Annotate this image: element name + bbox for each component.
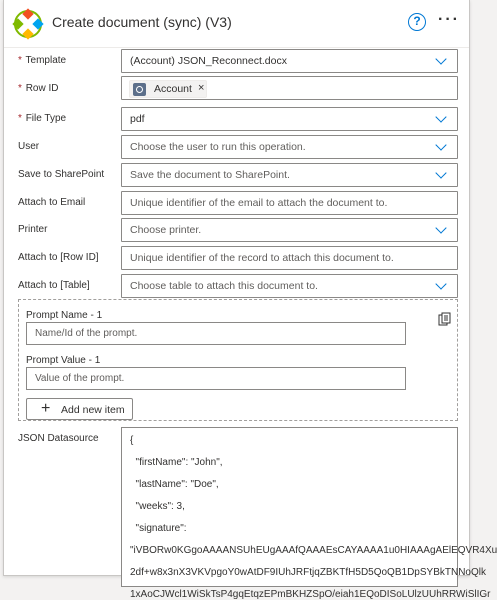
chevron-down-icon[interactable] (435, 167, 446, 178)
template-dropdown[interactable] (121, 49, 458, 73)
printer-label: Printer (18, 224, 48, 235)
json-datasource-label: JSON Datasource (18, 433, 99, 444)
printer-dropdown[interactable] (121, 218, 458, 242)
printer-placeholder: Choose printer. (130, 224, 202, 236)
file-type-value: pdf (130, 113, 145, 125)
json-line: 1xAoCJWcl1WiSkTsP4gqEtqzEPmBKHZSpO/eiah1EQoDISoLUlzUUhRRWiSlIGr (130, 589, 491, 600)
attach-table-dropdown[interactable] (121, 274, 458, 298)
json-line: "weeks": 3, (130, 501, 185, 512)
user-placeholder: Choose the user to run this operation. (130, 141, 306, 153)
help-icon[interactable]: ? (408, 13, 426, 31)
action-title: Create document (sync) (V3) (52, 14, 232, 30)
attach-table-label: Attach to [Table] (18, 280, 90, 291)
prompt-value-input[interactable] (26, 367, 406, 390)
switch-to-text-mode-icon[interactable] (438, 312, 452, 326)
attach-row-placeholder: Unique identifier of the record to attach this document to. (130, 252, 394, 264)
remove-token-icon[interactable]: × (198, 82, 205, 94)
prompt-name-label: Prompt Name - 1 (26, 310, 103, 321)
attach-email-input[interactable] (121, 191, 458, 215)
more-options-icon[interactable]: ··· (438, 11, 460, 28)
action-card (3, 0, 497, 600)
prompt-value-label: Prompt Value - 1 (26, 355, 101, 366)
dynamic-content-token[interactable] (129, 80, 207, 98)
json-line: 2df+w8x3nX3VKVpgoY0wAtDF9IUhJRFtjqZBKTfH5D5QoQB1DpSYBkTNNoQlk (130, 567, 486, 578)
add-new-item-label: Add new item (61, 404, 125, 416)
user-dropdown[interactable] (121, 135, 458, 159)
attach-email-label: Attach to Email (18, 197, 86, 208)
chevron-down-icon[interactable] (435, 53, 446, 64)
prompt-name-placeholder: Name/Id of the prompt. (35, 328, 138, 339)
dataverse-icon (133, 83, 146, 96)
file-type-dropdown[interactable] (121, 107, 458, 131)
attach-email-placeholder: Unique identifier of the email to attach the document to. (130, 197, 388, 209)
json-line: "firstName": "John", (130, 457, 223, 468)
save-sharepoint-placeholder: Save the document to SharePoint. (130, 169, 290, 181)
row-id-field[interactable] (121, 76, 458, 100)
action-header[interactable] (4, 0, 469, 48)
row-id-label: * Row ID (18, 83, 59, 94)
attach-row-label: Attach to [Row ID] (18, 252, 99, 263)
add-new-item-button[interactable] (26, 398, 133, 420)
json-line: { (130, 435, 134, 446)
chevron-down-icon[interactable] (435, 139, 446, 150)
json-line: "signature": (130, 523, 187, 534)
save-sharepoint-dropdown[interactable] (121, 163, 458, 187)
json-line: "iVBORw0KGgoAAAANSUhEUgAAAfQAAAEsCAYAAAA1u0HIAAAgAElEQVR4Xu (130, 545, 497, 556)
json-line: "lastName": "Doe", (130, 479, 219, 490)
chevron-down-icon[interactable] (435, 111, 446, 122)
token-label: Account (154, 83, 192, 95)
template-label: * Template (18, 55, 67, 66)
chevron-down-icon[interactable] (435, 222, 446, 233)
json-datasource-editor[interactable] (121, 427, 497, 600)
prompt-value-placeholder: Value of the prompt. (35, 373, 125, 384)
file-type-label: * File Type (18, 113, 67, 124)
template-value: (Account) JSON_Reconnect.docx (130, 55, 287, 67)
attach-table-placeholder: Choose table to attach this document to. (130, 280, 318, 292)
user-label: User (18, 141, 40, 152)
prompt-name-input[interactable] (26, 322, 406, 345)
connector-logo-icon (10, 6, 46, 42)
plus-icon: + (41, 400, 51, 417)
chevron-down-icon[interactable] (435, 278, 446, 289)
attach-row-input[interactable] (121, 246, 458, 270)
save-sharepoint-label: Save to SharePoint (18, 169, 105, 180)
